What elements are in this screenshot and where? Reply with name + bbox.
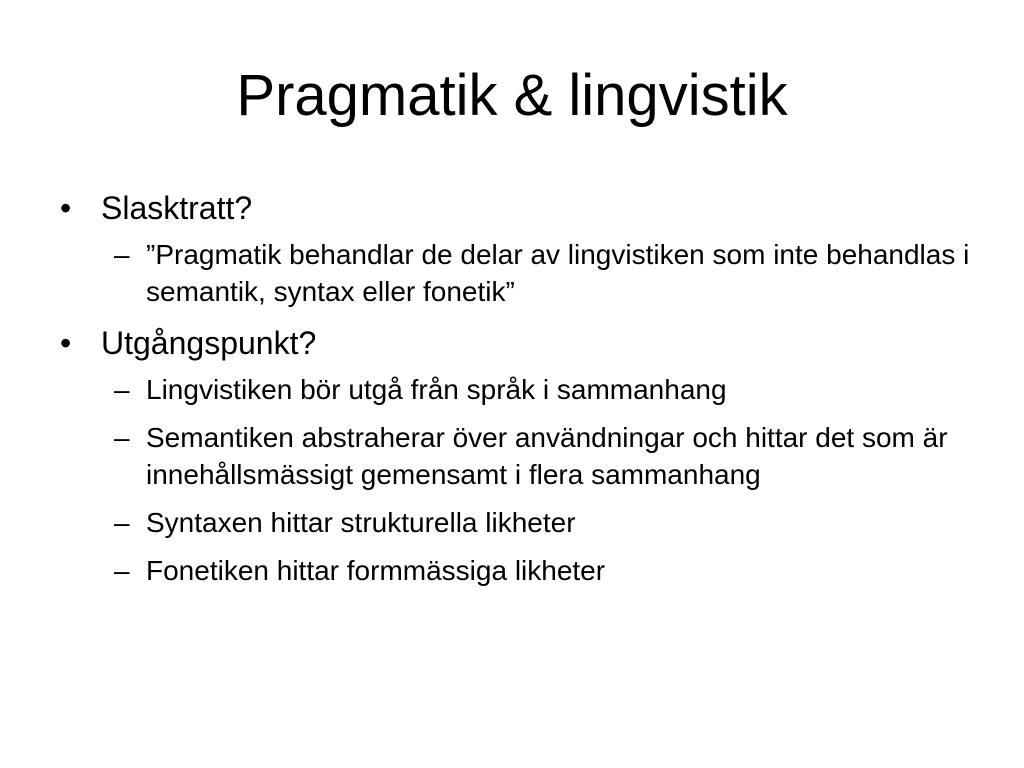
- sub-item: [60, 552, 970, 589]
- bullet-item: [60, 186, 970, 230]
- bullet-text: Utgångspunkt?: [101, 325, 317, 361]
- bullet-item: [60, 321, 970, 365]
- bullet-text: Slasktratt?: [101, 190, 253, 226]
- sub-marker: –: [114, 374, 130, 405]
- sub-list: [60, 236, 970, 310]
- slide-title: Pragmatik & lingvistik: [236, 63, 788, 128]
- sub-text: Fonetiken hittar formmässiga likheter: [146, 555, 606, 586]
- sub-marker: –: [114, 422, 130, 453]
- sub-text: Semantiken abstraherar över användningar och hittar det som är innehållsmässigt gemensamt i flera sammanhang: [146, 422, 948, 490]
- sub-item: [60, 371, 970, 408]
- sub-marker: –: [114, 239, 130, 270]
- sub-text: Syntaxen hittar strukturella likheter: [146, 507, 576, 538]
- sub-text: Lingvistiken bör utgå från språk i sammanhang: [146, 374, 727, 405]
- sub-item: [60, 419, 970, 493]
- sub-marker: –: [114, 507, 130, 538]
- sub-marker: –: [114, 555, 130, 586]
- bullet-marker: •: [60, 190, 72, 226]
- sub-item: [60, 236, 970, 310]
- slide-content: [60, 186, 970, 600]
- sub-text: ”Pragmatik behandlar de delar av lingvistiken som inte behandlas i semantik, syntax eller fonetik”: [146, 239, 970, 307]
- sub-list: [60, 371, 970, 589]
- bullet-marker: •: [60, 325, 72, 361]
- sub-item: [60, 504, 970, 541]
